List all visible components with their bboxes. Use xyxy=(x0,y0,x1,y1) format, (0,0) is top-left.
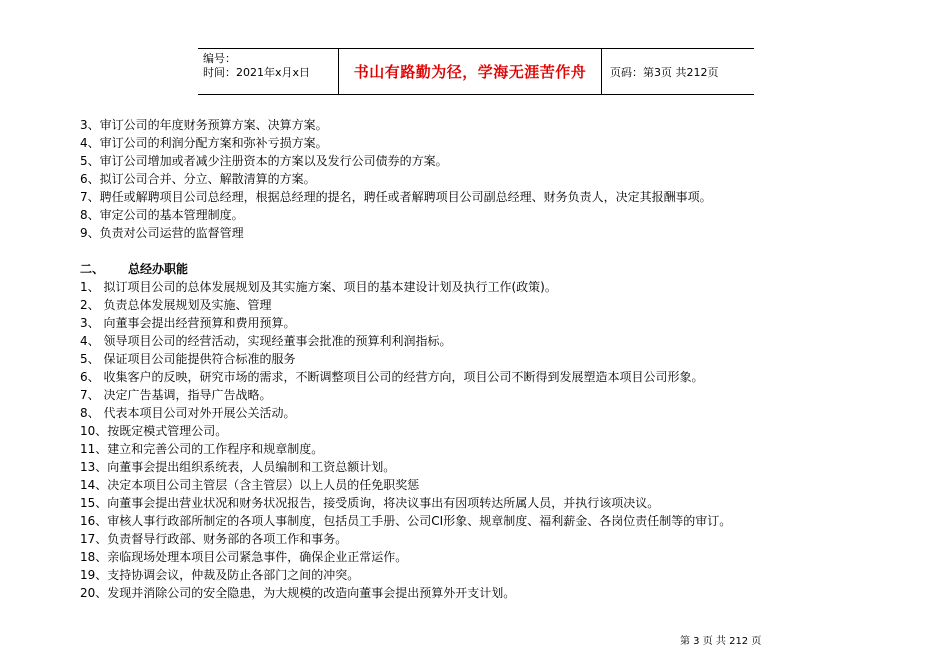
list-item: 19、支持协调会议，仲裁及防止各部门之间的冲突。 xyxy=(80,568,360,582)
list-item: 5、 保证项目公司能提供符合标准的服务 xyxy=(80,352,296,366)
list-item: 10、按既定模式管理公司。 xyxy=(80,424,228,438)
header-page-info: 页码：第3页 共212页 xyxy=(610,65,719,79)
list-item: 17、负责督导行政部、财务部的各项工作和事务。 xyxy=(80,532,348,546)
list-item: 3、审订公司的年度财务预算方案、决算方案。 xyxy=(80,118,328,132)
list-item: 13、向董事会提出组织系统表，人员编制和工资总额计划。 xyxy=(80,460,396,474)
list-item: 5、审订公司增加或者减少注册资本的方案以及发行公司债券的方案。 xyxy=(80,154,448,168)
list-item: 4、 领导项目公司的经营活动，实现经董事会批准的预算利利润指标。 xyxy=(80,334,452,348)
list-item: 4、审订公司的利润分配方案和弥补亏损方案。 xyxy=(80,136,328,150)
document-number: 编号： xyxy=(203,52,236,65)
page-header xyxy=(198,48,754,95)
section-heading xyxy=(80,260,880,278)
list-item: 6、拟订公司合并、分立、解散清算的方案。 xyxy=(80,172,316,186)
list-item: 20、发现并消除公司的安全隐患，为大规模的改造向董事会提出预算外开支计划。 xyxy=(80,586,516,600)
list-item: 3、 向董事会提出经营预算和费用预算。 xyxy=(80,316,296,330)
list-item: 6、 收集客户的反映，研究市场的需求，不断调整项目公司的经营方向，项目公司不断得到发展塑造本项目公司形象。 xyxy=(80,370,704,384)
section-number: 二、 xyxy=(80,262,105,276)
list-item: 11、建立和完善公司的工作程序和规章制度。 xyxy=(80,442,324,456)
header-motto: 书山有路勤为径，学海无涯苦作舟 xyxy=(339,49,602,94)
list-item: 1、 拟订项目公司的总体发展规划及其实施方案、项目的基本建设计划及执行工作(政策)。 xyxy=(80,280,557,294)
document-date: 时间：2021年x月x日 xyxy=(203,66,311,79)
list-item: 16、审核人事行政部所制定的各项人事制度，包括员工手册、公司CI形象、规章制度、福利薪金、各岗位责任制等的审订。 xyxy=(80,514,732,528)
list-item: 8、 代表本项目公司对外开展公关活动。 xyxy=(80,406,296,420)
list-item: 2、 负责总体发展规划及实施、管理 xyxy=(80,298,272,312)
list-item: 7、聘任或解聘项目公司总经理，根据总经理的提名，聘任或者解聘项目公司副总经理、财务负责人，决定其报酬事项。 xyxy=(80,190,712,204)
section-title: 总经办职能 xyxy=(128,262,189,276)
list-item: 18、亲临现场处理本项目公司紧急事件，确保企业正常运作。 xyxy=(80,550,408,564)
list-item: 8、审定公司的基本管理制度。 xyxy=(80,208,244,222)
list-item: 15、向董事会提出营业状况和财务状况报告，接受质询，将决议事出有因项转达所属人员，并执行该项决议。 xyxy=(80,496,660,510)
page-footer: 第 3 页 共 212 页 xyxy=(680,636,762,647)
header-meta xyxy=(198,49,339,94)
list-item: 14、决定本项目公司主管层（含主管层）以上人员的任免职奖惩 xyxy=(80,478,420,492)
list-item: 7、 决定广告基调，指导广告战略。 xyxy=(80,388,272,402)
document-body xyxy=(80,116,880,602)
list-item: 9、负责对公司运营的监督管理 xyxy=(80,226,244,240)
